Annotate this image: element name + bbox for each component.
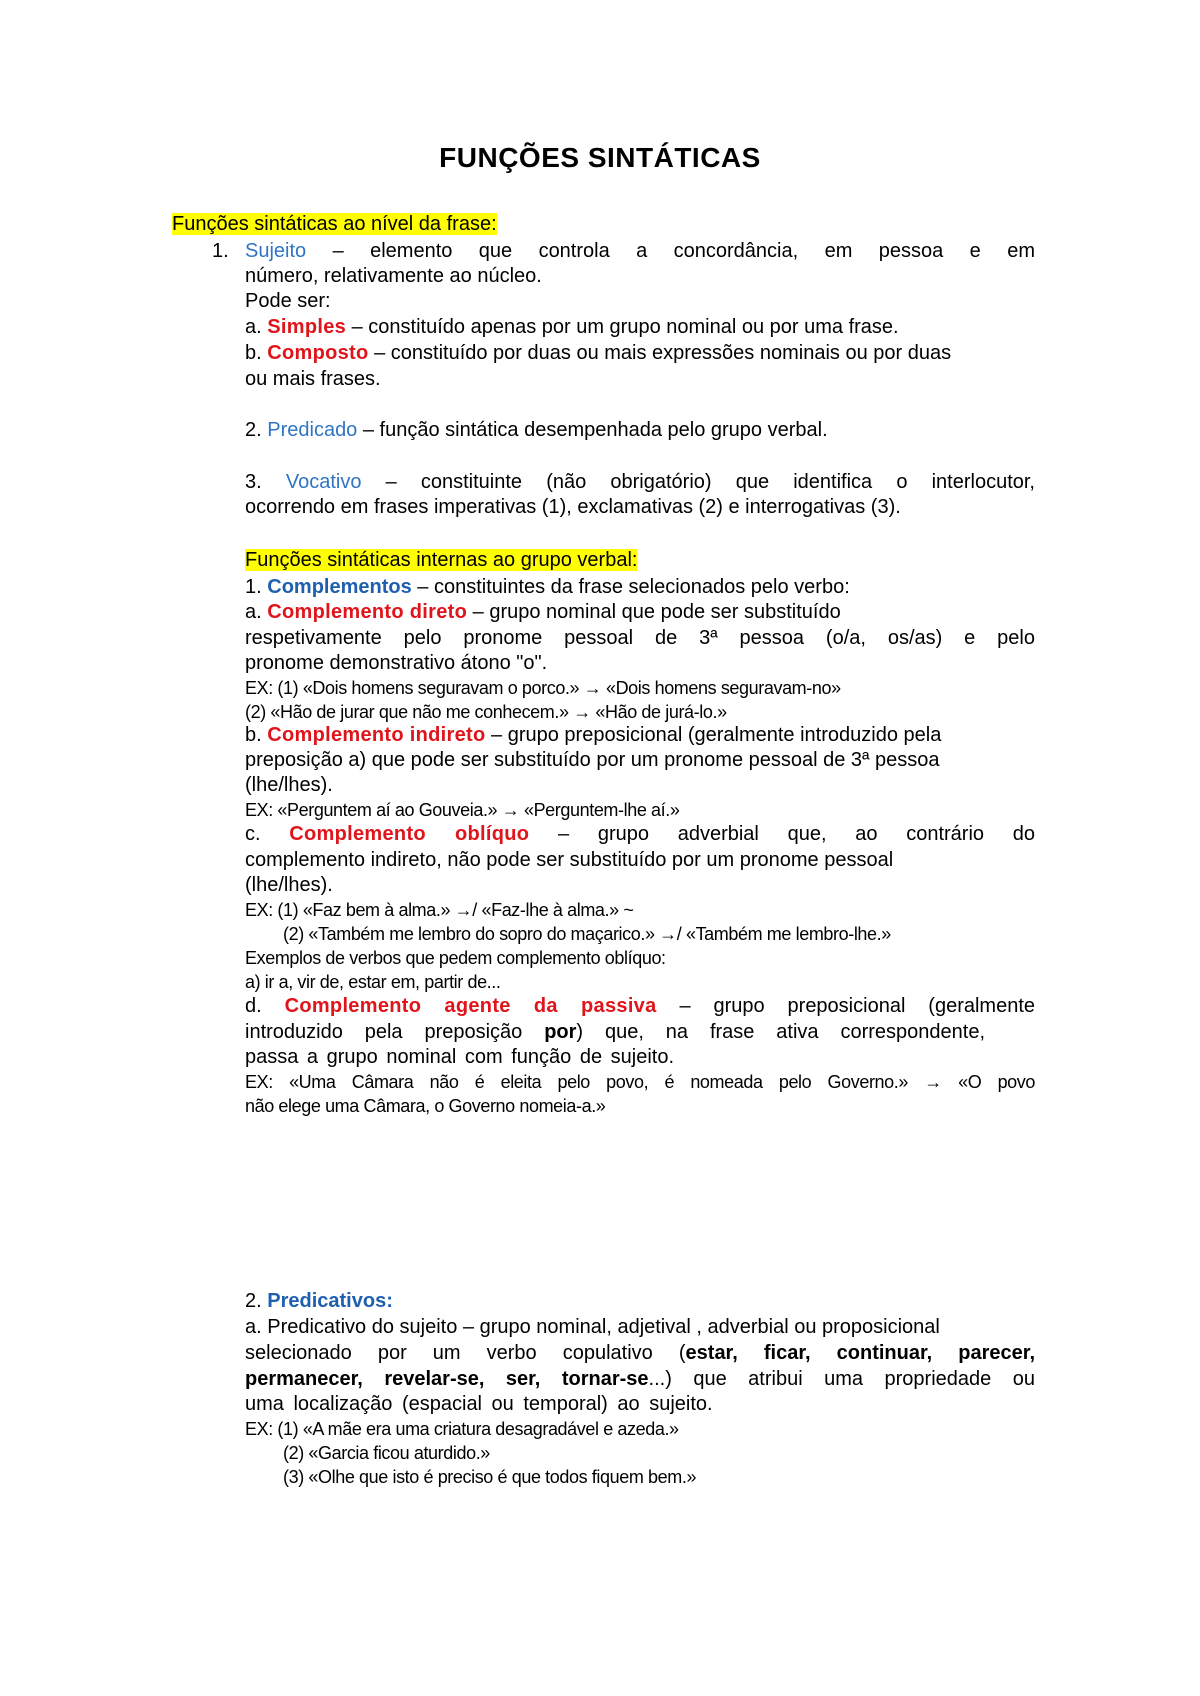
- complemento-obliquo-example1: EX: (1) «Faz bem à alma.» →/ «Faz-lhe à alma.» ~: [245, 900, 634, 920]
- item-sujeito-line2: número, relativamente ao núcleo.: [245, 265, 542, 287]
- complemento-indireto-line2: preposição a) que pode ser substituído por um pronome pessoal de 3ª pessoa: [245, 749, 940, 771]
- term-complemento-obliquo: Complemento oblíquo: [289, 823, 530, 845]
- item-complementos: 1. Complementos – constituintes da frase selecionados pelo verbo:: [245, 576, 850, 598]
- section-heading-frase: Funções sintáticas ao nível da frase:: [172, 213, 497, 235]
- term-complemento-direto: Complemento direto: [267, 601, 468, 623]
- predicativo-example1: EX: (1) «A mãe era uma criatura desagradável e azeda.»: [245, 1419, 679, 1439]
- item-complemento-indireto: b. Complemento indireto – grupo preposicional (geralmente introduzido pela: [245, 724, 942, 746]
- complemento-direto-example2: (2) «Hão de jurar que não me conhecem.» → «Hão de jurá-lo.»: [245, 702, 727, 722]
- complemento-indireto-line3: (lhe/lhes).: [245, 774, 333, 796]
- term-simples: Simples: [267, 316, 347, 338]
- predicativo-sujeito-line4: uma localização (espacial ou temporal) ao sujeito.: [245, 1393, 713, 1415]
- pode-ser-label: Pode ser:: [245, 290, 331, 312]
- term-predicativos: Predicativos:: [267, 1290, 393, 1312]
- agente-passiva-example2: não elege uma Câmara, o Governo nomeia-a.»: [245, 1096, 606, 1116]
- complemento-obliquo-example2: (2) «Também me lembro do sopro do maçarico.» →/ «Também me lembro-lhe.»: [283, 924, 891, 944]
- complemento-obliquo-verbs-list: a) ir a, vir de, estar em, partir de...: [245, 972, 501, 992]
- item-predicativos: 2. Predicativos:: [245, 1290, 393, 1312]
- complemento-direto-example1: EX: (1) «Dois homens seguravam o porco.» → «Dois homens seguravam-no»: [245, 678, 841, 698]
- item-complemento-direto: a. Complemento direto – grupo nominal que pode ser substituído: [245, 601, 841, 623]
- complemento-direto-line3: pronome demonstrativo átono "o".: [245, 652, 548, 674]
- item-simples: a. Simples – constituído apenas por um grupo nominal ou por uma frase.: [245, 316, 899, 338]
- item-vocativo-line2: ocorrendo em frases imperativas (1), exclamativas (2) e interrogativas (3).: [245, 496, 901, 518]
- item-vocativo: 3. Vocativo – constituinte (não obrigatório) que identifica o interlocutor,: [245, 471, 1035, 493]
- complemento-obliquo-verbs-label: Exemplos de verbos que pedem complemento oblíquo:: [245, 948, 666, 968]
- agente-passiva-line3: passa a grupo nominal com função de sujeito.: [245, 1046, 675, 1068]
- item-sujeito: 1. Sujeito – elemento que controla a concordância, em pessoa e em: [212, 240, 1035, 262]
- term-complemento-indireto: Complemento indireto: [267, 724, 486, 746]
- agente-passiva-example1: EX: «Uma Câmara não é eleita pelo povo, é nomeada pelo Governo.» → «O povo: [245, 1072, 1035, 1092]
- complemento-obliquo-line2: complemento indireto, não pode ser substituído por um pronome pessoal: [245, 849, 894, 871]
- term-predicado: Predicado: [267, 419, 358, 441]
- agente-passiva-line2: introduzido pela preposição por) que, na frase ativa correspondente,: [245, 1021, 985, 1043]
- term-vocativo: Vocativo: [285, 471, 362, 493]
- term-complementos: Complementos: [267, 576, 412, 598]
- item-predicado: 2. Predicado – função sintática desempenhada pelo grupo verbal.: [245, 419, 828, 441]
- term-composto: Composto: [267, 342, 369, 364]
- complemento-direto-line2: respetivamente pelo pronome pessoal de 3ª pessoa (o/a, os/as) e pelo: [245, 627, 1035, 649]
- item-composto-line2: ou mais frases.: [245, 368, 381, 390]
- item-agente-passiva: d. Complemento agente da passiva – grupo preposicional (geralmente: [245, 995, 1036, 1017]
- item-complemento-obliquo: c. Complemento oblíquo – grupo adverbial que, ao contrário do: [245, 823, 1035, 845]
- page-title: FUNÇÕES SINTÁTICAS: [439, 142, 761, 173]
- predicativo-example3: (3) «Olhe que isto é preciso é que todos fiquem bem.»: [283, 1467, 697, 1487]
- term-sujeito: Sujeito: [245, 240, 307, 262]
- predicativo-sujeito-line1: a. Predicativo do sujeito – grupo nominal, adjetival , adverbial ou proposicional: [245, 1316, 940, 1338]
- predicativo-sujeito-line3: permanecer, revelar-se, ser, tornar-se...) que atribui uma propriedade ou: [245, 1368, 1035, 1390]
- complemento-obliquo-line3: (lhe/lhes).: [245, 874, 333, 896]
- item-composto: b. Composto – constituído por duas ou mais expressões nominais ou por duas: [245, 342, 952, 364]
- predicativo-example2: (2) «Garcia ficou aturdido.»: [283, 1443, 490, 1463]
- complemento-indireto-example: EX: «Perguntem aí ao Gouveia.» → «Perguntem-lhe aí.»: [245, 800, 680, 820]
- predicativo-sujeito-line2: selecionado por um verbo copulativo (estar, ficar, continuar, parecer,: [245, 1342, 1035, 1364]
- term-agente-passiva: Complemento agente da passiva: [284, 995, 657, 1017]
- section-heading-grupo-verbal: Funções sintáticas internas ao grupo verbal:: [245, 549, 638, 571]
